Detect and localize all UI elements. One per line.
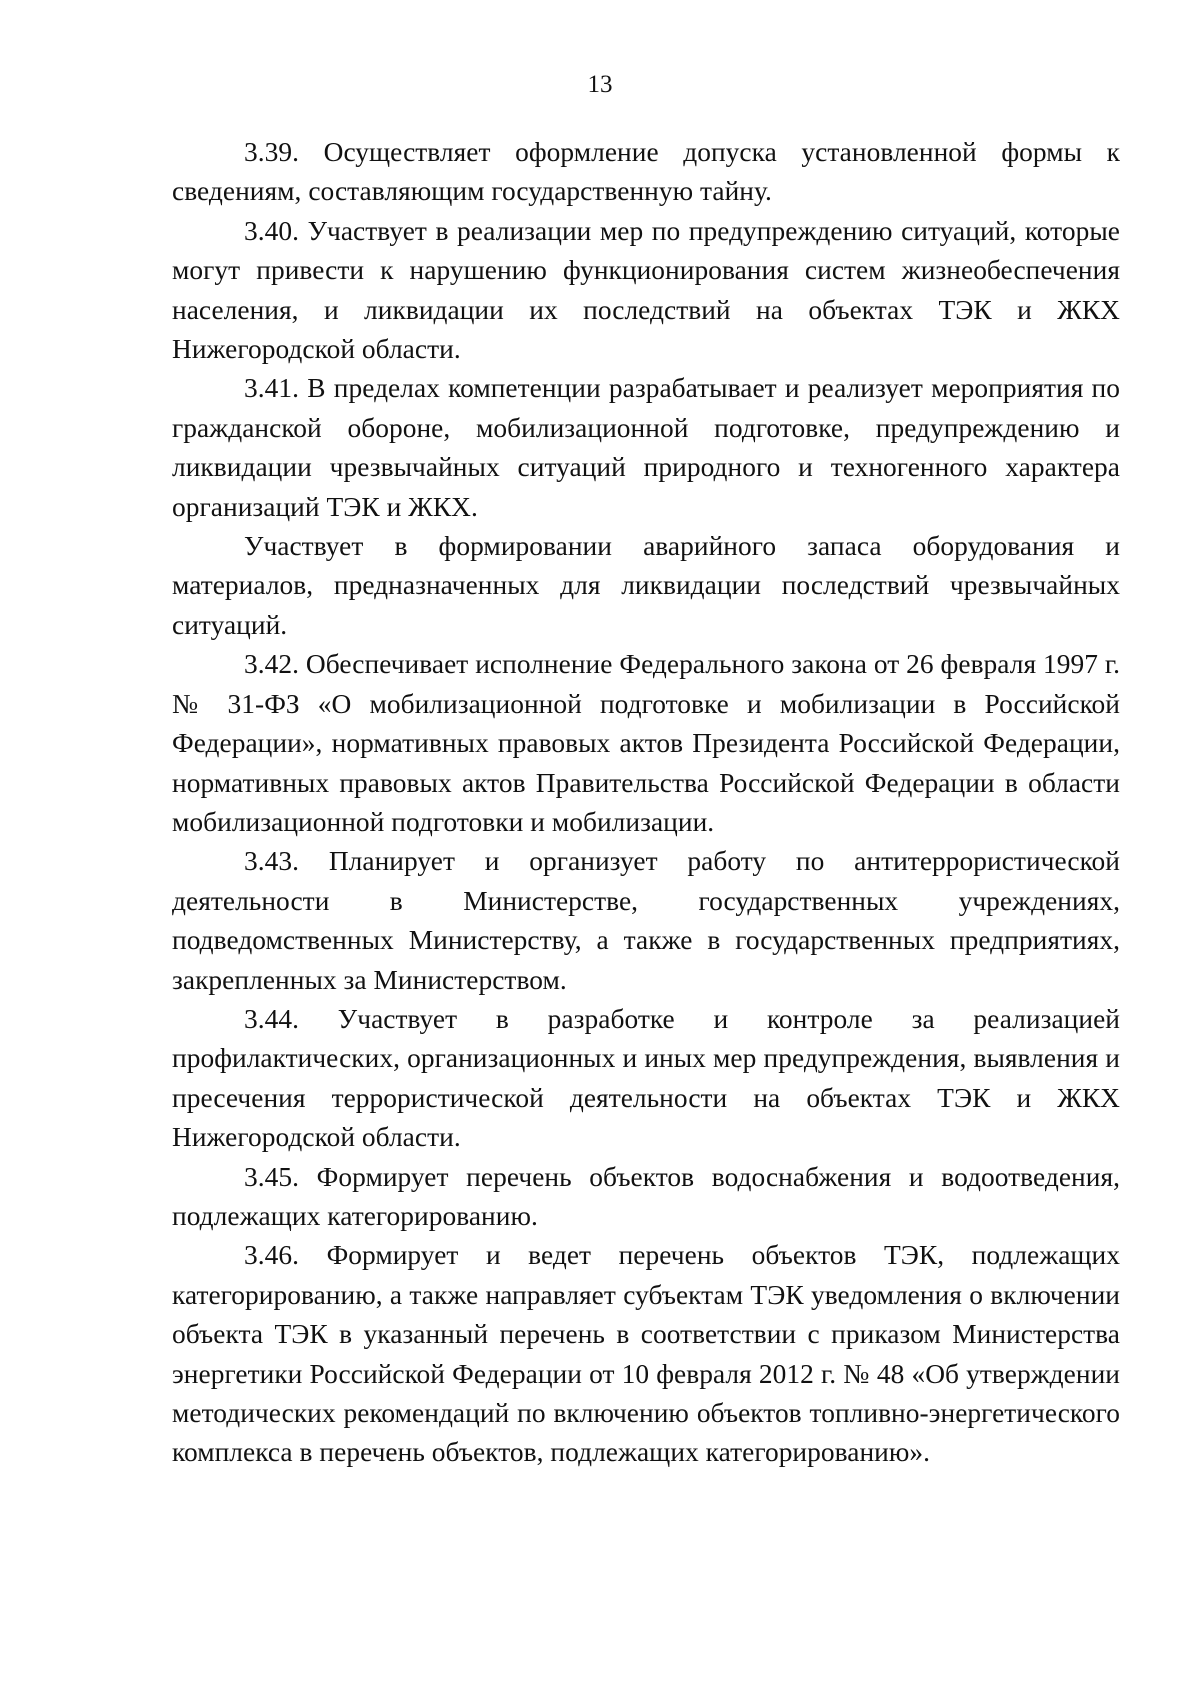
- page-number: 13: [587, 71, 613, 98]
- paragraph-3-40: 3.40. Участвует в реализации мер по предупреждению ситуаций, которые могут привести к нарушению функционирования систем жизнеобеспечения населения, и ликвидации их последствий на объектах ТЭК и ЖКХ Нижегородской области.: [172, 215, 1120, 365]
- paragraph-3-46: 3.46. Формирует и ведет перечень объектов ТЭК, подлежащих категорированию, а также направляет субъектам ТЭК уведомления о включении объекта ТЭК в указанный перечень в соответствии с приказом Министерства энергетики Российской Федерации от 10 февраля 2012 г. № 48 «Об утверждении методических рекомендаций по включению объектов топливно-энергетического комплекса в перечень объектов, подлежащих категорированию».: [172, 1240, 1120, 1468]
- paragraph-3-43: 3.43. Планирует и организует работу по антитеррористической деятельности в Министерстве, государственных учреждениях, подведомственных Министерству, а также в государственных предприятиях, закрепленных за Министерством.: [172, 846, 1120, 995]
- paragraph-3-41-continued: Участвует в формировании аварийного запаса оборудования и материалов, предназначенных для ликвидации последствий чрезвычайных ситуаций.: [172, 531, 1120, 640]
- paragraph-3-42: 3.42. Обеспечивает исполнение Федерального закона от 26 февраля 1997 г. № 31-ФЗ «О мобилизационной подготовке и мобилизации в Российской Федерации», нормативных правовых актов Президента Российской Федерации, нормативных правовых актов Правительства Российской Федерации в области мобилизационной подготовки и мобилизации.: [172, 649, 1120, 837]
- paragraph-3-44: 3.44. Участвует в разработке и контроле за реализацией профилактических, организационных и иных мер предупреждения, выявления и пресечения террористической деятельности на объектах ТЭК и ЖКХ Нижегородской области.: [172, 1003, 1120, 1153]
- paragraph-3-39: 3.39. Осуществляет оформление допуска установленной формы к сведениям, составляющим государственную тайну.: [172, 137, 1120, 207]
- paragraph-3-45: 3.45. Формирует перечень объектов водоснабжения и водоотведения, подлежащих категорированию.: [172, 1161, 1120, 1231]
- paragraph-3-41: 3.41. В пределах компетенции разрабатывает и реализует мероприятия по гражданской обороне, мобилизационной подготовке, предупреждению и ликвидации чрезвычайных ситуаций природного и техногенного характера организаций ТЭК и ЖКХ.: [172, 373, 1120, 522]
- document-body: [172, 133, 1120, 1473]
